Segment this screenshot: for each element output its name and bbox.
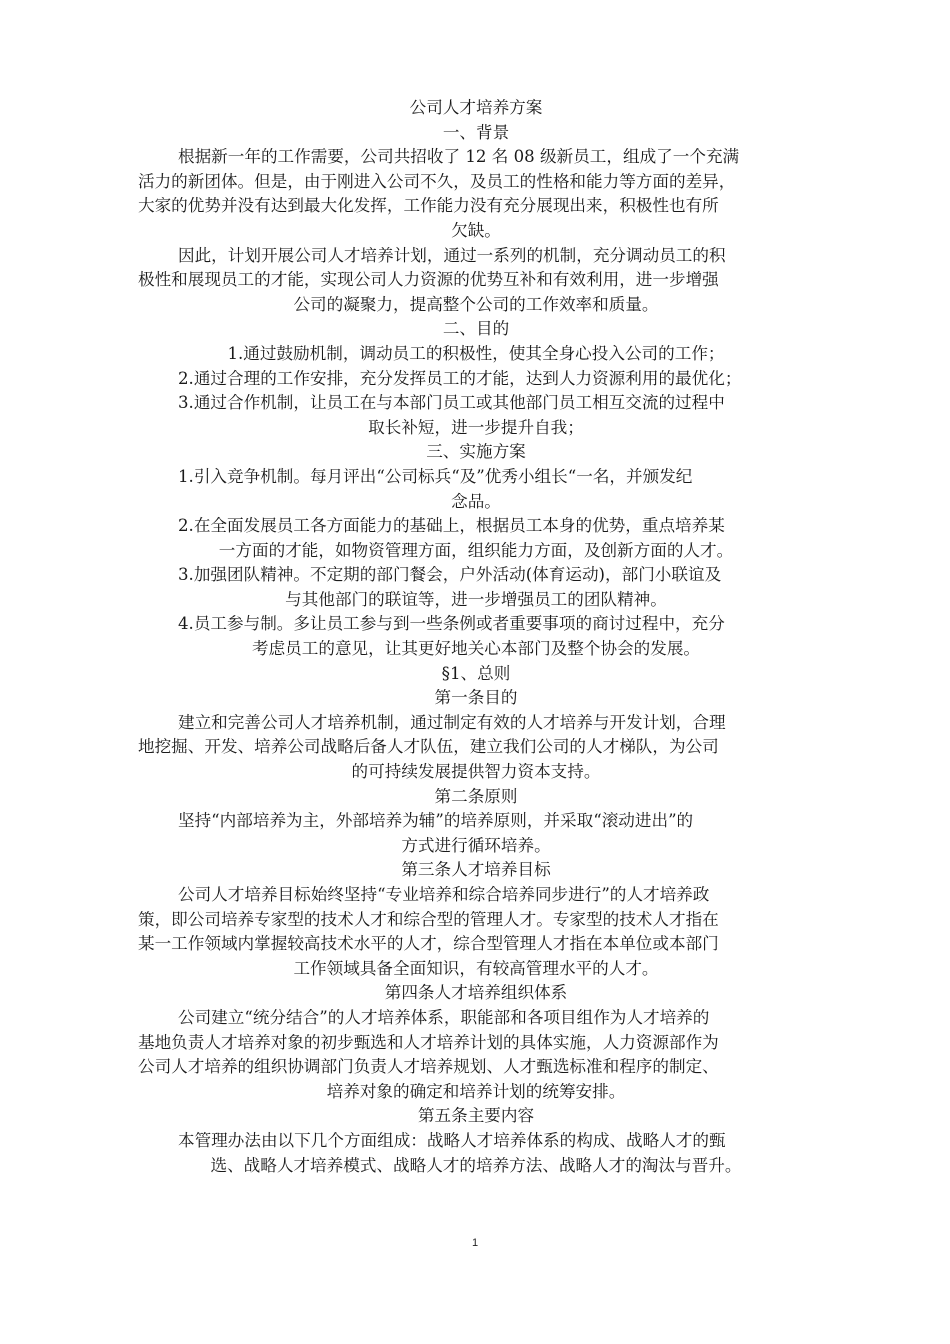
- page-number: 1: [471, 1237, 479, 1249]
- list-item: 2.在全面发展员工各方面能力的基础上，根据员工本身的优势，重点培养某: [178, 516, 725, 536]
- section-heading: 二、目的: [442, 319, 510, 339]
- article-heading: 第五条主要内容: [417, 1106, 535, 1126]
- list-item: 念品。: [451, 491, 501, 511]
- paragraph-line: 欠缺。: [451, 220, 501, 240]
- section-heading: 三、实施方案: [426, 442, 526, 462]
- list-item: 3.加强团队精神。不定期的部门餐会，户外活动(体育运动)，部门小联谊及: [178, 565, 722, 585]
- paragraph-line: 建立和完善公司人才培养机制，通过制定有效的人才培养与开发计划，合理: [178, 712, 726, 732]
- list-item: 考虑员工的意见，让其更好地关心本部门及整个协会的发展。: [251, 639, 701, 659]
- list-item: 2.通过合理的工作安排，充分发挥员工的才能，达到人力资源利用的最优化；: [178, 368, 742, 388]
- paragraph-line: 根据新一年的工作需要，公司共招收了 12 名 08 级新员工，组成了一个充满: [178, 147, 740, 167]
- article-heading: 第二条原则: [434, 786, 518, 806]
- list-item: 3.通过合作机制，让员工在与本部门员工或其他部门员工相互交流的过程中: [178, 393, 725, 413]
- paragraph-line: 公司人才培养目标始终坚持“专业培养和综合培养同步进行”的人才培养政: [178, 885, 710, 904]
- section-heading: 一、背景: [442, 122, 510, 142]
- document-title: 公司人才培养方案: [409, 98, 543, 117]
- section-heading: §1、总则: [441, 663, 511, 683]
- list-item: 1.通过鼓励机制，调动员工的积极性，使其全身心投入公司的工作；: [227, 343, 725, 363]
- paragraph-line: 选、战略人才培养模式、战略人才的培养方法、战略人才的淘汰与晋升。: [210, 1155, 742, 1175]
- paragraph-line: 基地负责人才培养对象的初步甄选和人才培养计划的具体实施，人力资源部作为: [138, 1032, 719, 1052]
- article-heading: 第四条人才培养组织体系: [384, 983, 568, 1003]
- paragraph-line: 坚持“内部培养为主，外部培养为辅”的培养原则，并采取“滚动进出”的: [178, 811, 694, 831]
- paragraph-line: 公司建立“统分结合”的人才培养体系，职能部和各项目组作为人才培养的: [178, 1007, 710, 1027]
- article-heading: 第一条目的: [434, 688, 518, 708]
- paragraph-line: 公司的凝聚力，提高整个公司的工作效率和质量。: [293, 294, 659, 314]
- list-item: 一方面的才能，如物资管理方面，组织能力方面，及创新方面的人才。: [218, 540, 734, 560]
- paragraph-line: 公司人才培养的组织协调部门负责人才培养规划、人才甄选标准和程序的制定、: [138, 1057, 719, 1077]
- paragraph-line: 极性和展现员工的才能，实现公司人力资源的优势互补和有效利用，进一步增强: [138, 270, 719, 290]
- paragraph-line: 本管理办法由以下几个方面组成：战略人才培养体系的构成、战略人才的甄: [178, 1130, 726, 1150]
- paragraph-line: 活力的新团体。但是，由于刚进入公司不久，及员工的性格和能力等方面的差异，: [138, 171, 736, 191]
- paragraph-line: 策，即公司培养专家型的技术人才和综合型的管理人才。专家型的技术人才指在: [138, 909, 719, 929]
- paragraph-line: 地挖掘、开发、培养公司战略后备人才队伍，建立我们公司的人才梯队，为公司: [138, 737, 719, 757]
- document-body: [138, 96, 814, 1178]
- paragraph-line: 因此，计划开展公司人才培养计划，通过一系列的机制，充分调动员工的积: [178, 245, 726, 265]
- paragraph-line: 某一工作领域内掌握较高技术水平的人才，综合型管理人才指在本单位或本部门: [138, 934, 719, 954]
- list-item: 取长补短，进一步提升自我；: [368, 417, 584, 437]
- paragraph-line: 方式进行循环培养。: [401, 835, 551, 855]
- list-item: 与其他部门的联谊等，进一步增强员工的团队精神。: [285, 589, 667, 609]
- paragraph-line: 培养对象的确定和培养计划的统筹安排。: [326, 1081, 626, 1101]
- paragraph-line: 的可持续发展提供智力资本支持。: [351, 762, 601, 782]
- list-item: 4.员工参与制。多让员工参与到一些条例或者重要事项的商讨过程中，充分: [178, 614, 725, 634]
- paragraph-line: 大家的优势并没有达到最大化发挥，工作能力没有充分展现出来，积极性也有所: [138, 196, 719, 216]
- paragraph-line: 工作领域具备全面知识，有较高管理水平的人才。: [293, 958, 659, 978]
- list-item: 1.引入竞争机制。每月评出“公司标兵“及”优秀小组长“一名，并颁发纪: [178, 466, 693, 486]
- article-heading: 第三条人才培养目标: [401, 860, 551, 880]
